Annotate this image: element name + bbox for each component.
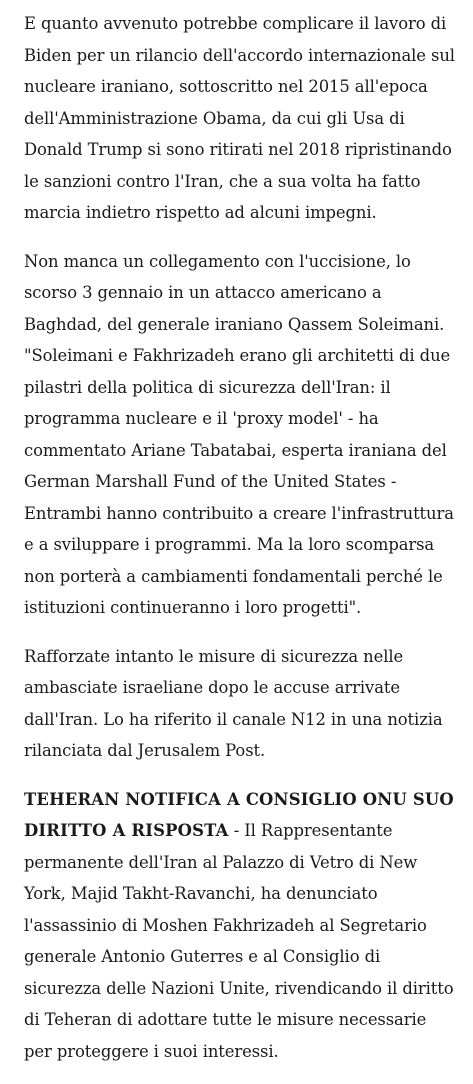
paragraph-text: - Il Rappresentante permanente dell'Iran al Palazzo di Vetro di New York, Majid Takht-Ravanchi, ha denunciato l'assassinio di Moshen Fakhrizadeh al Segretario generale Antonio Guterres e al Consiglio di sicurezza delle Nazioni Unite, rivendicando il diritto di Teheran di adottare tutte le misure necessarie per proteggere i suoi interessi. bbox=[24, 821, 454, 1061]
section-headline: TEHERAN NOTIFICA A CONSIGLIO ONU SUO DIRITTO A RISPOSTA bbox=[24, 789, 454, 840]
article-paragraph bbox=[24, 8, 457, 229]
article-paragraph bbox=[24, 641, 457, 767]
article-paragraph bbox=[24, 784, 457, 1068]
paragraph-text: Rafforzate intanto le misure di sicurezza nelle ambasciate israeliane dopo le accuse arrivate dall'Iran. Lo ha riferito il canale N12 in una notizia rilanciata dal Jerusalem Post. bbox=[24, 646, 443, 760]
paragraph-text: Non manca un collegamento con l'uccisione, lo scorso 3 gennaio in un attacco americano a Baghdad, del generale iraniano Qassem Soleimani. "Soleimani e Fakhrizadeh erano gli architetti di due pilastri della politica di sicurezza dell'Iran: il programma nucleare e il 'proxy model' - ha commentato Ariane Tabatabai, esperta iraniana del German Marshall Fund of the United States - Entrambi hanno contribuito a creare l'infrastruttura e a sviluppare i programmi. Ma la loro scomparsa non porterà a cambiamenti fondamentali perché le istituzioni continueranno i loro progetti". bbox=[24, 251, 454, 617]
paragraph-text: E quanto avvenuto potrebbe complicare il lavoro di Biden per un rilancio dell'accordo internazionale sul nucleare iraniano, sottoscritto nel 2015 all'epoca dell'Amministrazione Obama, da cui gli Usa di Donald Trump si sono ritirati nel 2018 ripristinando le sanzioni contro l'Iran, che a sua volta ha fatto marcia indietro rispetto ad alcuni impegni. bbox=[24, 14, 455, 222]
article-paragraph bbox=[24, 246, 457, 624]
article-body bbox=[24, 8, 457, 1084]
